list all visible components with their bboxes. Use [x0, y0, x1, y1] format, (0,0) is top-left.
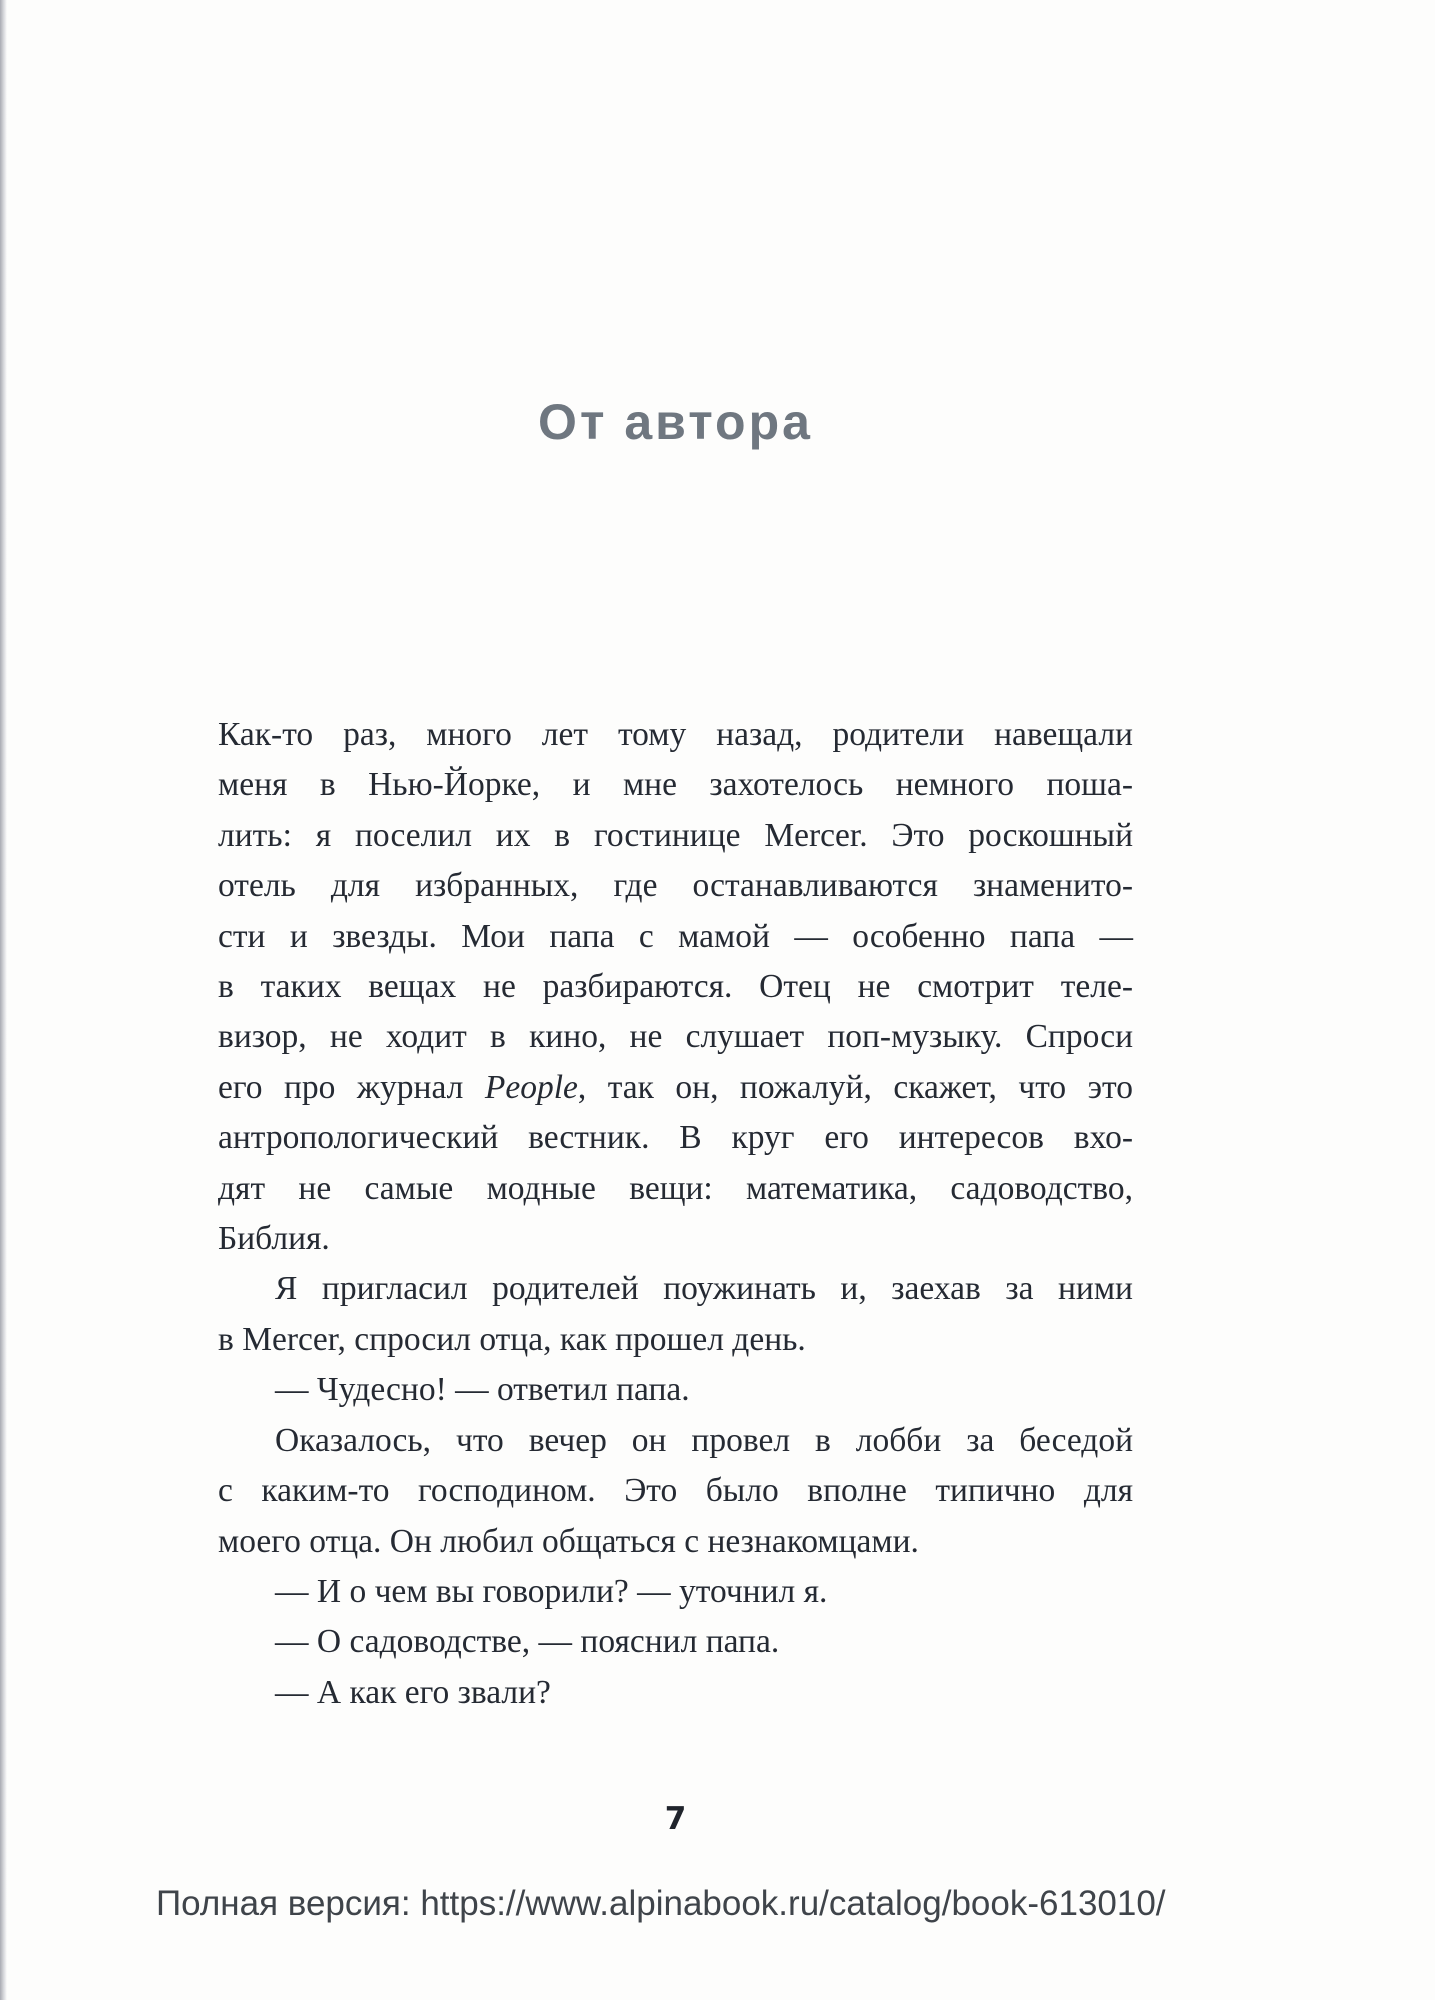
text-line: моего отца. Он любил общаться с незнакомцами.	[218, 1522, 919, 1560]
text-line: антропологический вестник. В круг его интересов вхо-	[218, 1119, 1133, 1157]
body-text	[218, 710, 1133, 1718]
footer-full-version-url: Полная версия: https://www.alpinabook.ru/catalog/book-613010/	[156, 1884, 1166, 1923]
text-line: дят не самые модные вещи: математика, садоводство,	[218, 1169, 1133, 1207]
text-line: лить: я поселил их в гостинице Mercer. Это роскошный	[218, 816, 1133, 854]
page-number: 7	[664, 1801, 687, 1837]
text-line: с каким-то господином. Это было вполне типично для	[218, 1472, 1133, 1510]
text-line: Я пригласил родителей поужинать и, заехав за ними	[275, 1270, 1133, 1308]
text-line: — А как его звали?	[275, 1673, 551, 1711]
text-line: меня в Нью-Йорке, и мне захотелось немного поша-	[218, 766, 1133, 804]
text-line: визор, не ходит в кино, не слушает поп-музыку. Спроси	[218, 1018, 1133, 1056]
text-line: сти и звезды. Мои папа с мамой — особенно папа —	[218, 917, 1133, 955]
text-line: Как-то раз, много лет тому назад, родители навещали	[218, 716, 1133, 753]
text-line: в таких вещах не разбираются. Отец не смотрит теле-	[218, 968, 1133, 1006]
text-line: Библия.	[218, 1220, 330, 1258]
text-line: — О садоводстве, — пояснил папа.	[275, 1623, 780, 1661]
text-line: в Mercer, спросил отца, как прошел день.	[218, 1320, 806, 1358]
text-line: Оказалось, что вечер он провел в лобби за беседой	[275, 1421, 1133, 1459]
text-line: — Чудесно! — ответил папа.	[275, 1371, 690, 1409]
text-line: — И о чем вы говорили? — уточнил я.	[275, 1572, 828, 1610]
text-line: его про журнал People, так он, пожалуй, скажет, что это	[218, 1068, 1133, 1106]
chapter-title: От автора	[538, 393, 813, 450]
text-line: отель для избранных, где останавливаются знаменито-	[218, 867, 1133, 905]
scan-edge	[0, 0, 7, 2000]
